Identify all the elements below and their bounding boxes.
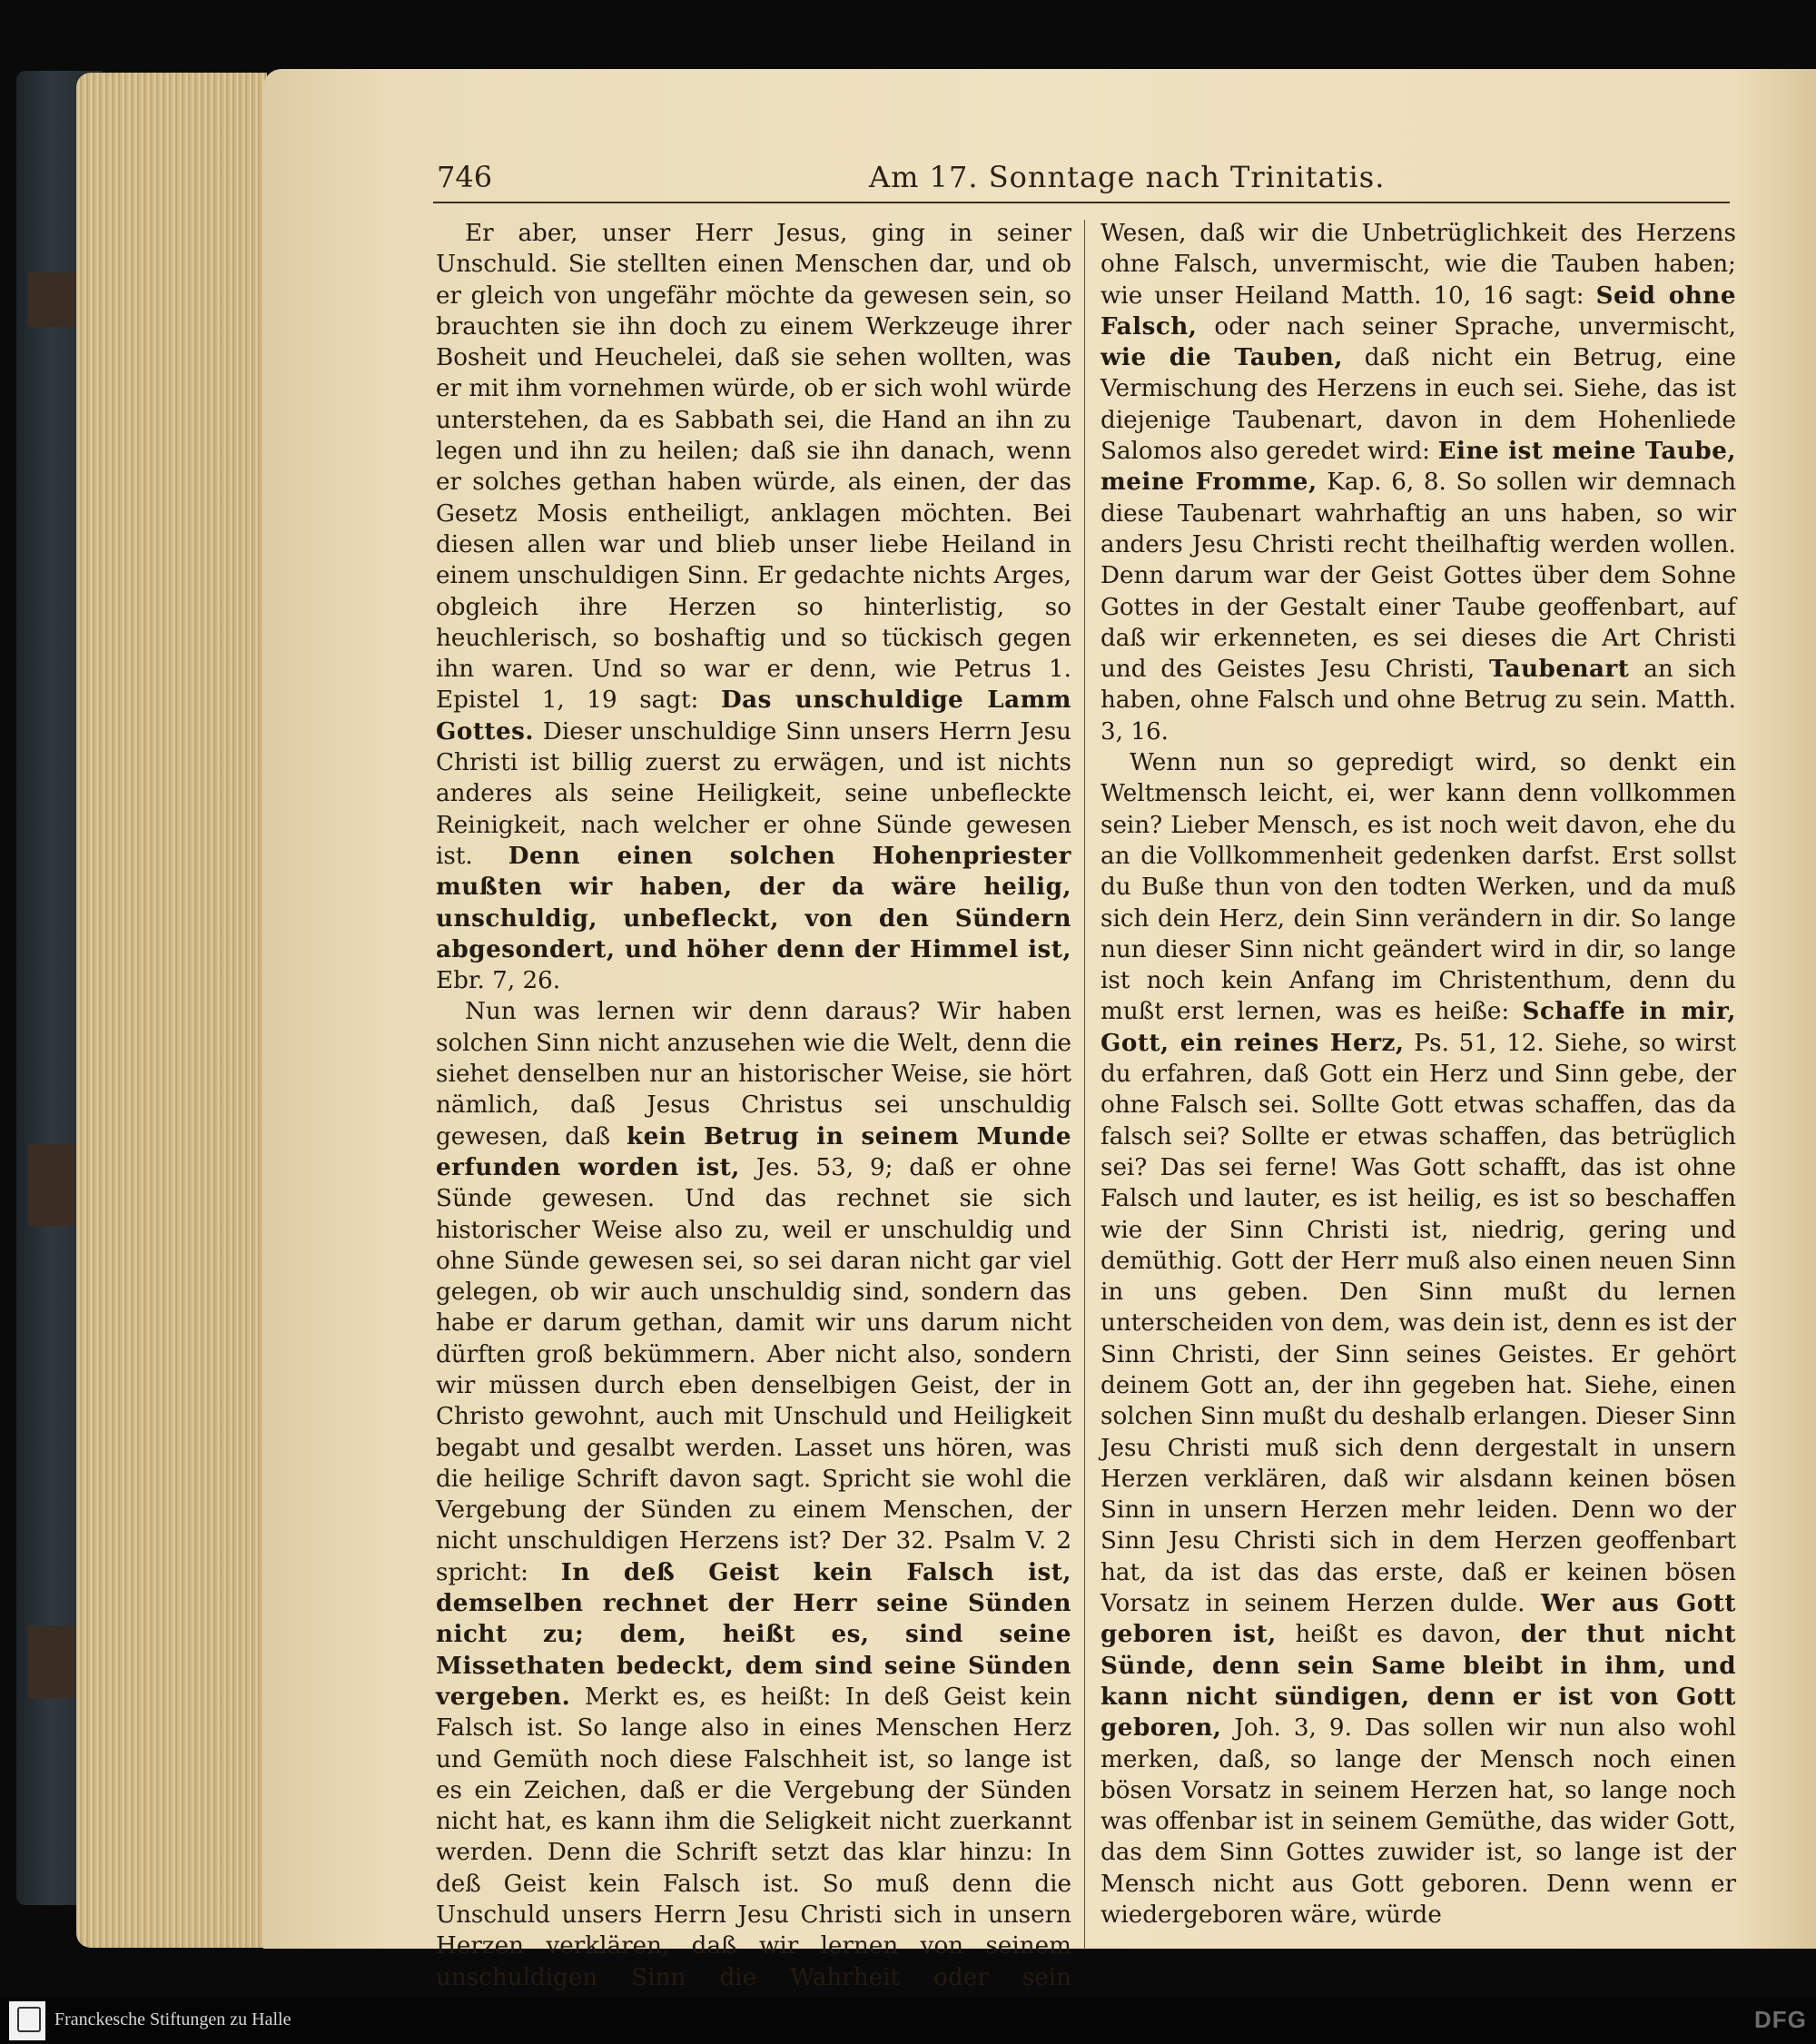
text-segment: daß nicht ein Betrug, eine Vermischung des Herzens in euch sei. Siehe, das ist diejenige Taubenart, davon in dem Hohenliede Salomos also geredet wird: xyxy=(1100,344,1736,466)
emphasized-text: Das unschuldige Lamm Gottes. xyxy=(436,686,1072,746)
header-rule xyxy=(433,202,1730,203)
text-segment: Wenn nun so gepredigt wird, so denkt ein Weltmensch leicht, ei, wer kann denn vollkommen sein? Lieber Mensch, es ist noch weit davon, ehe du an die Vollkommenheit gedenken darfst. Erst sollst du Buße thun von den todten Werken, und da muß sich dein Herz, dein Sinn verändern in dir. So lange nun dieser Sinn nicht geändert wird in dir, so lange ist noch kein Anfang im Christenthum, denn du mußt erst lernen, was es heiße: xyxy=(1100,749,1736,1026)
paragraph xyxy=(1100,747,1736,1930)
right-column xyxy=(1100,218,1736,1930)
text-segment: Merkt es, es heißt: In deß Geist kein Falsch ist. So lange also in eines Menschen Herz und Gemüth noch diese Falschheit ist, so lange ist es ein Zeichen, daß er die Vergebung der Sünden nicht hat, es kann ihm die Seligkeit nicht zuerkannt werden. Denn die Schrift setzt das klar hinzu: In deß Geist kein Falsch ist. So muß denn die Unschuld unsers Herrn Jesu Christi sich in unsern Herzen verklären, daß wir lernen von seinem unschuldigen Sinn die Wahrheit oder sein xyxy=(436,1683,1071,1991)
text-segment: oder nach seiner Sprache, unvermischt, xyxy=(1197,312,1736,341)
page-edges xyxy=(76,73,267,1948)
text-segment: Nun was lernen wir denn daraus? Wir haben solchen Sinn nicht anzusehen wie die Welt, denn die siehet denselben nur an historischer Weise, sie hört nämlich, daß Jesus Christus sei unschuldig gewesen, daß xyxy=(436,998,1071,1150)
text-segment: an sich haben, ohne Falsch und ohne Betrug zu sein. Matth. 3, 16. xyxy=(1100,656,1736,746)
emphasized-text: kein Betrug in seinem Munde erfunden worden ist, xyxy=(436,1121,1071,1181)
institution-name: Franckesche Stiftungen zu Halle xyxy=(54,2009,291,2029)
paragraph xyxy=(436,996,1071,2024)
emphasized-text: Schaffe in mir, Gott, ein reines Herz, xyxy=(1100,997,1736,1057)
page-header xyxy=(433,154,1730,198)
emphasized-text: wie die Tauben, xyxy=(1100,343,1343,372)
paragraph xyxy=(436,218,1071,996)
emphasized-text: Eine ist meine Taube, meine Fromme, xyxy=(1100,437,1736,497)
text-segment: Dieser unschuldige Sinn unsers Herrn Jesu Christi ist billig zuerst zu erwägen, und ist nichts anderes als seine Heiligkeit, seine unbefleckte Reinigkeit, nach welcher er ohne Sünde gewesen ist. xyxy=(436,717,1071,870)
text-segment: Wesen, daß wir die Unbetrüglichkeit des Herzens ohne Falsch, unvermischt, wie die Tauben haben; wie unser Heiland Matth. 10, 16 sagt: xyxy=(1100,220,1736,310)
institution-logo-icon xyxy=(9,2001,45,2040)
emphasized-text: der thut nicht Sünde, denn sein Same bleibt in ihm, und kann nicht sündigen, denn er ist von Gott geboren, xyxy=(1100,1620,1736,1743)
emphasized-text: Taubenart xyxy=(1489,655,1630,684)
emphasized-text: Wer aus Gott geboren ist, xyxy=(1100,1589,1736,1649)
left-column xyxy=(436,218,1071,2024)
dfg-badge: DFG xyxy=(1754,2006,1807,2033)
viewer-footer xyxy=(0,1998,1816,2044)
text-segment: Jes. 53, 9; daß er ohne Sünde gewesen. Und das rechnet sie sich historischer Weise also zu, weil er unschuldig und ohne Sünde gewesen sei, so sei daran nicht gar viel gelegen, ob wir auch unschuldig sind, sondern das habe er darum gethan, damit wir uns darum nicht dürften groß bekümmern. Aber nicht also, sondern wir müssen durch eben denselbigen Geist, der in Christo gewohnt, auch mit Unschuld und Heiligkeit begabt und gesalbt werden. Lasset uns hören, was die heilige Schrift davon sagt. Spricht sie wohl die Vergebung der Sünden zu einem Menschen, der nicht unschuldigen Herzens ist? Der 32. Psalm V. 2 spricht: xyxy=(436,1153,1071,1586)
text-columns xyxy=(433,218,1736,1991)
text-segment: Joh. 3, 9. Das sollen wir nun also wohl merken, daß, so lange der Mensch noch einen bösen Vorsatz in seinem Herzen hat, so lange noch was offenbar ist in seinem Gemüthe, das wider Gott, das dem Sinn Gottes zuwider ist, so lange ist der Mensch nicht aus Gott geboren. Denn wenn er wiedergeboren wäre, würde xyxy=(1100,1714,1736,1930)
text-segment: Er aber, unser Herr Jesus, ging in seiner Unschuld. Sie stellten einen Menschen dar, und ob er gleich von ungefähr möchte da gewesen sein, so brauchten sie ihn doch zu einem Werkzeuge ihrer Bosheit und Heuchelei, daß sie sehen wollten, was er mit ihm vornehmen würde, ob er sich wohl würde unterstehen, da es Sabbath sei, die Hand an ihn zu legen und ihn zu heilen; daß sie ihn danach, wenn er solches gethan haben würde, als einen, der das Gesetz Mosis entheiligt, anklagen möchten. Bei diesen allen war und blieb unser liebe Heiland in einem unschuldigen Sinn. Er gedachte nichts Arges, obgleich ihre Herzen so hinterlistig, so heuchlerisch, so boshaftig und so tückisch gegen ihn waren. Und so war er denn, wie Petrus 1. Epistel 1, 19 sagt: xyxy=(436,220,1072,715)
text-segment: heißt es davon, xyxy=(1276,1621,1521,1649)
emphasized-text: Denn einen solchen Hohenpriester mußten wir haben, der da wäre heilig, unschuldig, unbefleckt, von den Sündern abgesondert, und höher denn der Himmel ist, xyxy=(436,841,1071,963)
page-number: 746 xyxy=(437,160,493,194)
page-text-area xyxy=(433,154,1736,1991)
emphasized-text: In deß Geist kein Falsch ist, demselben rechnet der Herr seine Sünden nicht zu; dem, heißt es, sind seine Missethaten bedeckt, dem sind seine Sünden vergeben. xyxy=(436,1557,1071,1711)
emphasized-text: Seid ohne Falsch, xyxy=(1100,281,1736,341)
text-segment: Ps. 51, 12. Siehe, so wirst du erfahren, daß Gott ein Herz und Sinn gebe, der ohne Falsch sei. Sollte Gott etwas schaffen, das da falsch sei? Sollte er etwas schaffen, das betrüglich sei? Das sei ferne! Was Gott schafft, das ist ohne Falsch und lauter, es ist heilig, es ist so beschaffen wie der Sinn Christi ist, niedrig, gering und demüthig. Gott der Herr muß also einen neuen Sinn in uns geben. Den Sinn mußt du lernen unterscheiden von dem, was dein ist, denn es ist der Sinn Christi, der Sinn seines Geistes. Er gehört deinem Gott an, der ihn gegeben hat. Siehe, einen solchen Sinn mußt du deshalb erlangen. Dieser Sinn Jesu Christi muß sich denn dergestalt in unsern Herzen verklären, daß wir alsdann keinen bösen Sinn in unsern Herzen mehr leiden. Denn wo der Sinn Jesu Christi sich in dem Herzen geoffenbart hat, da ist das das erste, daß er keinen bösen Vorsatz in seinem Herzen dulde. xyxy=(1100,1029,1736,1618)
text-segment: Ebr. 7, 26. xyxy=(436,967,561,995)
text-segment: Kap. 6, 8. So sollen wir demnach diese Taubenart wahrhaftig an uns haben, so wir anders Jesu Christi recht theilhaftig werden wollen. Denn darum war der Geist Gottes über dem Sohne Gottes in der Gestalt einer Taube geoffenbart, auf daß wir erkenneten, es sei dieses die Art Christi und des Geistes Jesu Christi, xyxy=(1100,469,1736,684)
running-title: Am 17. Sonntage nach Trinitatis. xyxy=(869,160,1386,194)
column-divider xyxy=(1084,220,1085,1950)
paragraph xyxy=(1100,218,1736,747)
